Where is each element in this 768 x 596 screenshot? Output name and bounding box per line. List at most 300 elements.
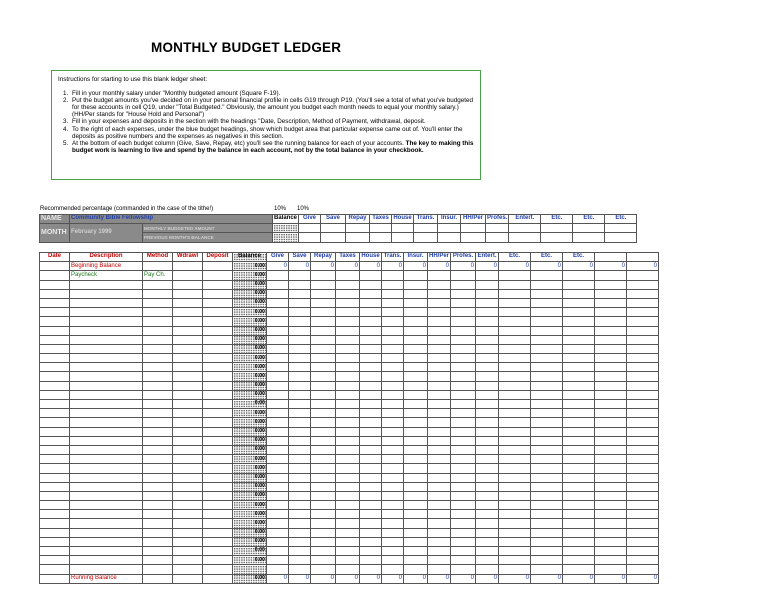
category-amount-cell[interactable] [476,455,499,464]
category-amount-cell[interactable] [267,528,289,537]
deposit-cell[interactable] [203,262,233,271]
category-amount-cell[interactable] [336,482,360,491]
category-amount-cell[interactable] [311,298,336,307]
budget-cell[interactable] [370,233,392,242]
category-amount-cell[interactable] [360,491,382,500]
method-cell[interactable] [143,556,173,565]
description-cell[interactable] [70,418,143,427]
category-amount-cell[interactable] [336,501,360,510]
category-amount-cell[interactable] [382,547,404,556]
category-amount-cell[interactable] [476,271,499,280]
category-amount-cell[interactable] [404,436,428,445]
budget-cell[interactable] [392,233,414,242]
category-amount-cell[interactable] [595,390,627,399]
deposit-cell[interactable] [203,317,233,326]
category-amount-cell[interactable] [382,381,404,390]
budget-cell[interactable] [299,233,321,242]
description-cell[interactable] [70,354,143,363]
description-cell[interactable] [70,436,143,445]
category-amount-cell[interactable] [404,537,428,546]
category-amount-cell[interactable] [627,427,659,436]
category-amount-cell[interactable] [563,344,595,353]
category-amount-cell[interactable]: 0 [289,574,311,583]
category-amount-cell[interactable]: 0 [267,574,289,583]
description-cell[interactable] [70,491,143,500]
category-amount-cell[interactable] [336,400,360,409]
description-cell[interactable] [70,482,143,491]
category-amount-cell[interactable] [563,308,595,317]
category-amount-cell[interactable] [336,418,360,427]
category-amount-cell[interactable] [476,363,499,372]
method-cell[interactable] [143,390,173,399]
withdrawal-cell[interactable] [173,455,203,464]
withdrawal-cell[interactable] [173,482,203,491]
deposit-cell[interactable] [203,473,233,482]
withdrawal-cell[interactable] [173,354,203,363]
method-cell[interactable] [143,381,173,390]
category-amount-cell[interactable] [499,501,531,510]
category-amount-cell[interactable] [336,308,360,317]
category-amount-cell[interactable] [360,354,382,363]
category-amount-cell[interactable] [476,556,499,565]
category-amount-cell[interactable] [563,482,595,491]
category-amount-cell[interactable] [595,427,627,436]
category-amount-cell[interactable] [404,464,428,473]
category-amount-cell[interactable] [451,473,476,482]
category-amount-cell[interactable] [595,381,627,390]
category-amount-cell[interactable] [531,381,563,390]
category-amount-cell[interactable] [311,390,336,399]
category-amount-cell[interactable] [360,280,382,289]
previous-balance-cell[interactable] [273,233,299,242]
category-amount-cell[interactable] [531,326,563,335]
name-value[interactable]: Community Bible Fellowship [70,215,273,224]
category-amount-cell[interactable] [476,335,499,344]
category-amount-cell[interactable] [382,280,404,289]
category-amount-cell[interactable] [428,565,451,574]
category-amount-cell[interactable] [311,528,336,537]
category-amount-cell[interactable] [595,354,627,363]
date-cell[interactable] [40,574,70,583]
category-amount-cell[interactable] [336,354,360,363]
category-amount-cell[interactable] [499,308,531,317]
category-amount-cell[interactable] [451,464,476,473]
category-amount-cell[interactable] [428,482,451,491]
category-amount-cell[interactable] [531,271,563,280]
category-amount-cell[interactable] [563,473,595,482]
category-amount-cell[interactable] [428,335,451,344]
category-amount-cell[interactable] [563,537,595,546]
date-cell[interactable] [40,528,70,537]
category-amount-cell[interactable] [289,427,311,436]
category-amount-cell[interactable] [595,372,627,381]
category-amount-cell[interactable] [499,537,531,546]
category-amount-cell[interactable] [336,381,360,390]
category-amount-cell[interactable] [360,436,382,445]
date-cell[interactable] [40,510,70,519]
category-amount-cell[interactable] [428,381,451,390]
category-amount-cell[interactable] [289,409,311,418]
category-amount-cell[interactable] [360,372,382,381]
category-amount-cell[interactable] [595,298,627,307]
method-cell[interactable] [143,335,173,344]
category-amount-cell[interactable] [563,390,595,399]
category-amount-cell[interactable] [311,482,336,491]
deposit-cell[interactable] [203,280,233,289]
budget-cell[interactable] [605,233,637,242]
category-amount-cell[interactable] [336,455,360,464]
category-amount-cell[interactable]: 0 [563,574,595,583]
category-amount-cell[interactable] [627,547,659,556]
category-amount-cell[interactable] [360,298,382,307]
category-amount-cell[interactable]: 0 [382,574,404,583]
category-amount-cell[interactable] [531,289,563,298]
category-amount-cell[interactable] [289,491,311,500]
budget-cell[interactable] [605,224,637,233]
method-cell[interactable] [143,262,173,271]
category-amount-cell[interactable] [627,464,659,473]
category-amount-cell[interactable] [476,436,499,445]
description-cell[interactable] [70,344,143,353]
category-amount-cell[interactable] [531,317,563,326]
budget-cell[interactable] [346,233,370,242]
description-cell[interactable] [70,455,143,464]
category-amount-cell[interactable]: 0 [360,262,382,271]
category-amount-cell[interactable] [336,427,360,436]
category-amount-cell[interactable] [627,565,659,574]
category-amount-cell[interactable] [499,344,531,353]
withdrawal-cell[interactable] [173,473,203,482]
category-amount-cell[interactable] [499,427,531,436]
date-cell[interactable] [40,308,70,317]
category-amount-cell[interactable] [360,528,382,537]
method-cell[interactable] [143,537,173,546]
category-amount-cell[interactable] [289,528,311,537]
category-amount-cell[interactable] [267,298,289,307]
description-cell[interactable] [70,409,143,418]
category-amount-cell[interactable] [451,436,476,445]
method-cell[interactable] [143,418,173,427]
category-amount-cell[interactable] [289,335,311,344]
category-amount-cell[interactable] [563,317,595,326]
category-amount-cell[interactable] [336,445,360,454]
category-amount-cell[interactable] [289,436,311,445]
category-amount-cell[interactable] [627,381,659,390]
category-amount-cell[interactable] [499,455,531,464]
category-amount-cell[interactable] [289,308,311,317]
category-amount-cell[interactable] [595,528,627,537]
category-amount-cell[interactable] [336,473,360,482]
category-amount-cell[interactable] [289,344,311,353]
category-amount-cell[interactable] [476,308,499,317]
withdrawal-cell[interactable] [173,528,203,537]
category-amount-cell[interactable] [563,427,595,436]
category-amount-cell[interactable] [451,372,476,381]
category-amount-cell[interactable] [428,510,451,519]
description-cell[interactable]: Beginning Balance [70,262,143,271]
date-cell[interactable] [40,455,70,464]
category-amount-cell[interactable] [336,344,360,353]
category-amount-cell[interactable] [563,455,595,464]
category-amount-cell[interactable] [289,537,311,546]
category-amount-cell[interactable] [404,565,428,574]
date-cell[interactable] [40,335,70,344]
category-amount-cell[interactable] [451,298,476,307]
category-amount-cell[interactable] [563,372,595,381]
category-amount-cell[interactable] [336,363,360,372]
category-amount-cell[interactable] [428,363,451,372]
category-amount-cell[interactable] [451,482,476,491]
category-amount-cell[interactable] [451,427,476,436]
category-amount-cell[interactable] [382,344,404,353]
category-amount-cell[interactable] [360,464,382,473]
method-cell[interactable] [143,455,173,464]
withdrawal-cell[interactable] [173,537,203,546]
description-cell[interactable] [70,372,143,381]
category-amount-cell[interactable] [289,510,311,519]
category-amount-cell[interactable] [595,289,627,298]
category-amount-cell[interactable] [404,445,428,454]
category-amount-cell[interactable] [360,308,382,317]
category-amount-cell[interactable] [476,418,499,427]
deposit-cell[interactable] [203,326,233,335]
category-amount-cell[interactable]: 0 [404,574,428,583]
deposit-cell[interactable] [203,565,233,574]
category-amount-cell[interactable]: 0 [267,262,289,271]
category-amount-cell[interactable] [382,427,404,436]
category-amount-cell[interactable] [531,436,563,445]
method-cell[interactable] [143,354,173,363]
deposit-cell[interactable] [203,482,233,491]
date-cell[interactable] [40,519,70,528]
deposit-cell[interactable] [203,400,233,409]
category-amount-cell[interactable] [311,354,336,363]
category-amount-cell[interactable] [499,436,531,445]
category-amount-cell[interactable] [289,390,311,399]
category-amount-cell[interactable] [428,464,451,473]
category-amount-cell[interactable] [595,409,627,418]
withdrawal-cell[interactable] [173,427,203,436]
category-amount-cell[interactable] [360,556,382,565]
budget-cell[interactable] [486,233,509,242]
category-amount-cell[interactable] [499,317,531,326]
category-amount-cell[interactable] [627,537,659,546]
category-amount-cell[interactable] [382,317,404,326]
category-amount-cell[interactable] [451,455,476,464]
withdrawal-cell[interactable] [173,298,203,307]
description-cell[interactable] [70,510,143,519]
category-amount-cell[interactable] [428,372,451,381]
method-cell[interactable] [143,372,173,381]
category-amount-cell[interactable] [404,519,428,528]
deposit-cell[interactable] [203,510,233,519]
category-amount-cell[interactable] [499,298,531,307]
category-amount-cell[interactable] [336,537,360,546]
withdrawal-cell[interactable] [173,262,203,271]
category-amount-cell[interactable] [360,445,382,454]
withdrawal-cell[interactable] [173,565,203,574]
category-amount-cell[interactable] [311,464,336,473]
category-amount-cell[interactable] [289,280,311,289]
category-amount-cell[interactable] [531,519,563,528]
category-amount-cell[interactable] [476,473,499,482]
category-amount-cell[interactable] [404,455,428,464]
category-amount-cell[interactable] [595,280,627,289]
deposit-cell[interactable] [203,289,233,298]
category-amount-cell[interactable] [499,280,531,289]
category-amount-cell[interactable] [382,556,404,565]
category-amount-cell[interactable] [476,491,499,500]
category-amount-cell[interactable] [428,326,451,335]
category-amount-cell[interactable] [267,482,289,491]
category-amount-cell[interactable] [595,565,627,574]
category-amount-cell[interactable] [595,400,627,409]
description-cell[interactable] [70,317,143,326]
category-amount-cell[interactable] [404,501,428,510]
category-amount-cell[interactable] [451,519,476,528]
category-amount-cell[interactable] [311,501,336,510]
category-amount-cell[interactable] [451,381,476,390]
category-amount-cell[interactable] [382,565,404,574]
category-amount-cell[interactable] [531,547,563,556]
withdrawal-cell[interactable] [173,491,203,500]
category-amount-cell[interactable] [267,455,289,464]
category-amount-cell[interactable] [476,482,499,491]
description-cell[interactable]: Paycheck [70,271,143,280]
category-amount-cell[interactable] [404,482,428,491]
category-amount-cell[interactable] [627,482,659,491]
category-amount-cell[interactable] [267,326,289,335]
category-amount-cell[interactable] [595,501,627,510]
description-cell[interactable] [70,464,143,473]
withdrawal-cell[interactable] [173,271,203,280]
method-cell[interactable] [143,363,173,372]
category-amount-cell[interactable] [563,335,595,344]
category-amount-cell[interactable] [382,372,404,381]
description-cell[interactable] [70,289,143,298]
category-amount-cell[interactable] [311,445,336,454]
category-amount-cell[interactable] [563,547,595,556]
category-amount-cell[interactable] [404,510,428,519]
category-amount-cell[interactable] [499,390,531,399]
category-amount-cell[interactable] [336,510,360,519]
category-amount-cell[interactable] [336,317,360,326]
category-amount-cell[interactable] [267,436,289,445]
category-amount-cell[interactable] [451,400,476,409]
category-amount-cell[interactable] [382,537,404,546]
date-cell[interactable] [40,390,70,399]
date-cell[interactable] [40,473,70,482]
category-amount-cell[interactable] [289,445,311,454]
category-amount-cell[interactable] [563,501,595,510]
category-amount-cell[interactable] [476,317,499,326]
date-cell[interactable] [40,280,70,289]
category-amount-cell[interactable] [499,473,531,482]
category-amount-cell[interactable] [382,455,404,464]
category-amount-cell[interactable] [267,308,289,317]
method-cell[interactable] [143,501,173,510]
category-amount-cell[interactable] [360,482,382,491]
category-amount-cell[interactable] [404,308,428,317]
category-amount-cell[interactable] [476,519,499,528]
category-amount-cell[interactable] [267,491,289,500]
category-amount-cell[interactable] [428,271,451,280]
category-amount-cell[interactable] [267,317,289,326]
category-amount-cell[interactable] [311,547,336,556]
description-cell[interactable] [70,335,143,344]
category-amount-cell[interactable] [531,298,563,307]
category-amount-cell[interactable] [451,445,476,454]
category-amount-cell[interactable] [267,473,289,482]
category-amount-cell[interactable] [476,528,499,537]
category-amount-cell[interactable] [428,280,451,289]
method-cell[interactable] [143,326,173,335]
category-amount-cell[interactable] [499,335,531,344]
category-amount-cell[interactable] [360,547,382,556]
category-amount-cell[interactable] [563,436,595,445]
category-amount-cell[interactable] [563,363,595,372]
category-amount-cell[interactable] [531,418,563,427]
budget-cell[interactable] [321,224,346,233]
category-amount-cell[interactable] [476,427,499,436]
category-amount-cell[interactable] [428,308,451,317]
category-amount-cell[interactable] [267,556,289,565]
category-amount-cell[interactable] [311,537,336,546]
category-amount-cell[interactable] [289,473,311,482]
category-amount-cell[interactable] [428,547,451,556]
category-amount-cell[interactable] [499,547,531,556]
category-amount-cell[interactable] [428,354,451,363]
category-amount-cell[interactable] [476,390,499,399]
category-amount-cell[interactable] [311,436,336,445]
category-amount-cell[interactable] [360,418,382,427]
category-amount-cell[interactable] [476,501,499,510]
category-amount-cell[interactable] [382,482,404,491]
category-amount-cell[interactable] [531,501,563,510]
category-amount-cell[interactable] [451,491,476,500]
withdrawal-cell[interactable] [173,519,203,528]
category-amount-cell[interactable] [499,409,531,418]
category-amount-cell[interactable] [336,464,360,473]
category-amount-cell[interactable] [382,436,404,445]
category-amount-cell[interactable] [382,390,404,399]
method-cell[interactable] [143,464,173,473]
category-amount-cell[interactable] [311,565,336,574]
withdrawal-cell[interactable] [173,280,203,289]
budget-cell[interactable] [461,224,486,233]
category-amount-cell[interactable] [360,344,382,353]
category-amount-cell[interactable] [595,436,627,445]
category-amount-cell[interactable] [499,445,531,454]
method-cell[interactable] [143,491,173,500]
category-amount-cell[interactable] [267,464,289,473]
category-amount-cell[interactable]: 0 [289,262,311,271]
withdrawal-cell[interactable] [173,363,203,372]
category-amount-cell[interactable] [267,445,289,454]
category-amount-cell[interactable]: 0 [531,574,563,583]
category-amount-cell[interactable] [595,464,627,473]
category-amount-cell[interactable] [627,409,659,418]
withdrawal-cell[interactable] [173,501,203,510]
category-amount-cell[interactable] [336,547,360,556]
category-amount-cell[interactable] [627,354,659,363]
category-amount-cell[interactable] [382,363,404,372]
category-amount-cell[interactable] [404,372,428,381]
deposit-cell[interactable] [203,455,233,464]
category-amount-cell[interactable] [267,510,289,519]
category-amount-cell[interactable] [267,280,289,289]
category-amount-cell[interactable] [531,344,563,353]
